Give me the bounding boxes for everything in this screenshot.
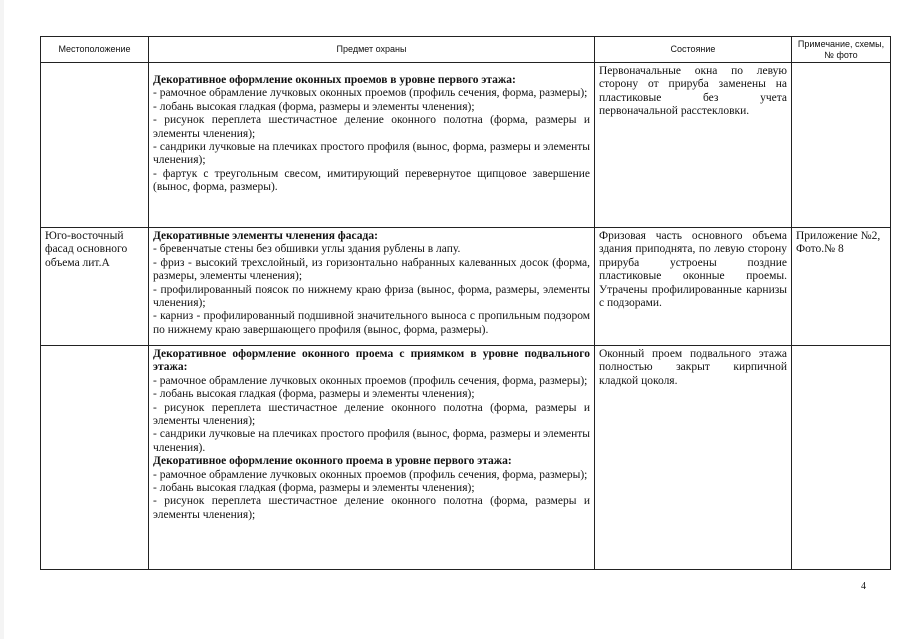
subject-item: - сандрики лучковые на плечиках простого профиля (вынос, форма, размеры и элементы членения);	[153, 141, 590, 167]
condition-cell: Оконный проем подвального этажа полностью закрыт кирпичной кладкой цоколя.	[595, 346, 792, 570]
condition-cell: Фризовая часть основного объема здания приподнята, по левую сторону прируба устроены поздние пластиковые оконные проемы. Утрачены профилированные карнизы с подзорами.	[595, 228, 792, 346]
subject-cell	[149, 63, 595, 228]
page-number: 4	[861, 581, 866, 592]
note-cell	[792, 346, 891, 570]
location-cell	[41, 346, 149, 570]
subject-cell	[149, 346, 595, 570]
note-cell	[792, 63, 891, 228]
subject-item: - рисунок переплета шестичастное деление оконного полотна (форма, размеры и элементы членения);	[153, 114, 590, 140]
subject-heading: Декоративные элементы членения фасада:	[153, 230, 378, 242]
subject-item: - рисунок переплета шестичастное деление оконного полотна (форма, размеры и элементы членения);	[153, 401, 590, 428]
subject-cell	[149, 228, 595, 346]
subject-item: - лобань высокая гладкая (форма, размеры и элементы членения);	[153, 482, 475, 495]
header-location: Местоположение	[41, 37, 149, 63]
table-header-row	[41, 37, 891, 63]
scan-edge	[0, 0, 4, 639]
subject-item: - рамочное обрамление лучковых оконных проемов (профиль сечения, форма, размеры);	[153, 87, 588, 100]
subject-item: - карниз - профилированный подшивной значительного выноса с пропильным подзором по нижнему краю завершающего профиля (вынос, форма, размеры).	[153, 310, 590, 336]
header-subject: Предмет охраны	[149, 37, 595, 63]
subject-item: - рамочное обрамление лучковых оконных проемов (профиль сечения, форма, размеры);	[153, 468, 588, 481]
subject-heading: Декоративное оформление оконных проемов в уровне первого этажа:	[153, 74, 516, 86]
header-condition: Состояние	[595, 37, 792, 63]
location-cell: Юго-восточный фасад основного объема лит.А	[41, 228, 149, 346]
condition-cell: Первоначальные окна по левую сторону от прируба заменены на пластиковые без учета первоначальной расстекловки.	[595, 63, 792, 228]
subject-item: - профилированный поясок по нижнему краю фриза (вынос, форма, размеры, элементы членения);	[153, 283, 590, 310]
header-note: Примечание, схемы, № фото	[792, 37, 891, 63]
subject-item: - фартук с треугольным свесом, имитирующий перевернутое щипцовое завершение (вынос, форма, размеры).	[153, 167, 590, 194]
subject-item: - сандрики лучковые на плечиках простого профиля (вынос, форма, размеры и элементы членения).	[153, 428, 590, 454]
location-cell	[41, 63, 149, 228]
subject-item: - фриз - высокий трехслойный, из горизонтально набранных калеванных досок (форма, размеры, элементы членения);	[153, 256, 590, 283]
subject-item: - рисунок переплета шестичастное деление оконного полотна (форма, размеры и элементы членения);	[153, 495, 590, 521]
note-cell: Приложение №2, Фото.№ 8	[792, 228, 891, 346]
table-row	[41, 346, 891, 570]
table-row	[41, 228, 891, 346]
subject-item: - рамочное обрамление лучковых оконных проемов (профиль сечения, форма, размеры);	[153, 374, 588, 387]
table-row	[41, 63, 891, 228]
subject-item: - бревенчатые стены без обшивки углы здания рублены в лапу.	[153, 243, 461, 256]
subject-item: - лобань высокая гладкая (форма, размеры и элементы членения);	[153, 388, 475, 401]
subject-heading: Декоративное оформление оконного проема в уровне первого этажа:	[153, 455, 512, 468]
subject-item: - лобань высокая гладкая (форма, размеры и элементы членения);	[153, 100, 475, 113]
protection-subject-table	[40, 36, 891, 570]
subject-heading: Декоративное оформление оконного проема с приямком в уровне подвального этажа:	[153, 348, 590, 374]
